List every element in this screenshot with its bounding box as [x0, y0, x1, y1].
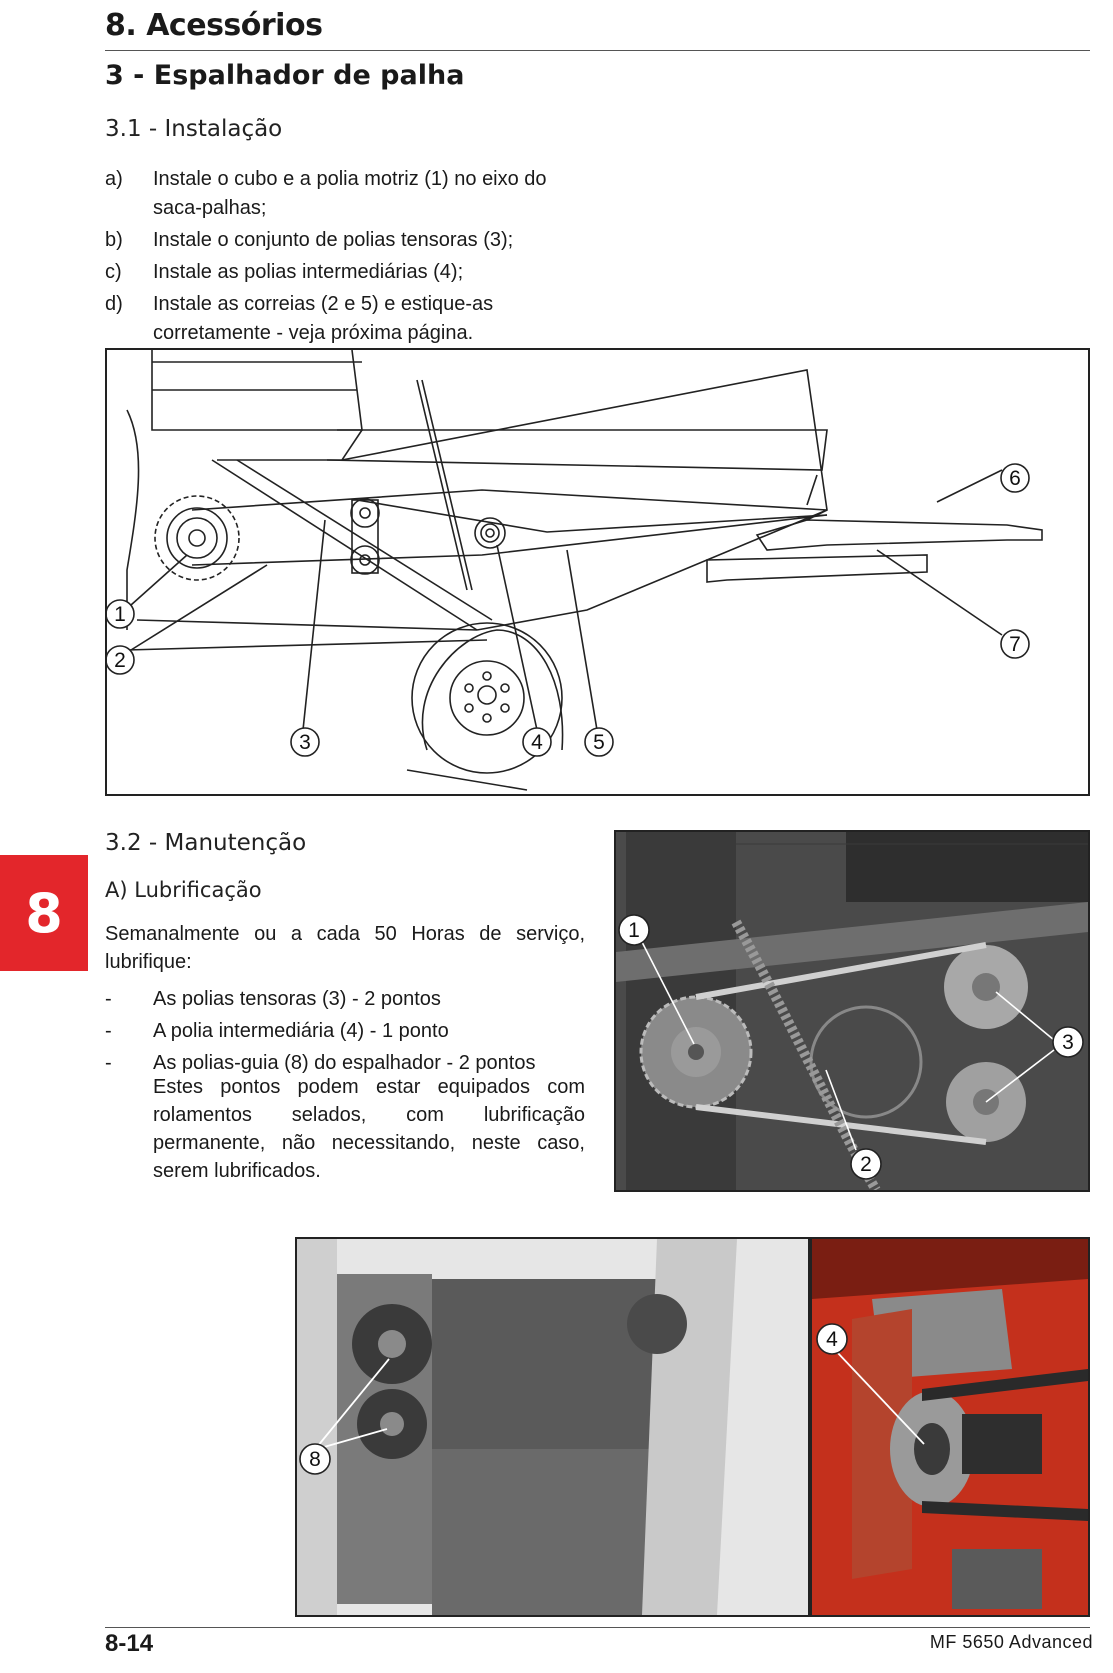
callout-label: 1 [114, 603, 126, 626]
callout-label: 7 [1009, 633, 1021, 656]
diagram-drawing [107, 350, 1088, 794]
lubrication-intro: Semanalmente ou a cada 50 Horas de serviço, lubrifique: [105, 923, 585, 973]
chapter-title: 8. Acessórios [105, 8, 323, 43]
lubrication-points [105, 983, 585, 1079]
installation-diagram [105, 348, 1090, 796]
intermediate-pulley-photo [810, 1237, 1090, 1617]
step-item [105, 226, 585, 255]
model-name: MF 5650 Advanced [929, 1632, 1093, 1652]
section-title: 3 - Espalhador de palha [105, 60, 465, 91]
step-text: Instale o cubo e a polia motriz (1) no eixo do saca-palhas; [153, 168, 547, 219]
step-marker: d) [105, 293, 123, 315]
lubrication-point [105, 983, 585, 1015]
bullet-marker: - [105, 988, 112, 1010]
bullet-text: A polia intermediária (4) - 1 ponto [153, 1020, 449, 1042]
photo3-callouts [817, 1324, 847, 1354]
callout-label: 3 [299, 731, 311, 754]
page-number: 8-14 [105, 1630, 154, 1657]
header-rule [105, 50, 1090, 51]
chapter-tab: 8 [0, 855, 88, 971]
lubrication-subheading: A) Lubrificação [105, 878, 262, 902]
bullet-marker: - [105, 1020, 112, 1042]
photo2-callouts [300, 1444, 330, 1474]
bullet-text: As polias-guia (8) do espalhador - 2 pontos [153, 1052, 536, 1074]
step-marker: a) [105, 168, 123, 190]
callout-label: 2 [114, 649, 126, 672]
installation-heading: 3.1 - Instalação [105, 116, 283, 142]
callout-label: 8 [309, 1448, 321, 1471]
step-item [105, 258, 585, 287]
installation-steps [105, 165, 585, 351]
step-item [105, 165, 585, 223]
callout-label: 4 [531, 731, 543, 754]
step-item [105, 290, 585, 348]
sealed-bearings-note: Estes pontos podem estar equipados com rolamentos selados, com lubrificação permanente, não necessitando, neste caso, serem lubrificados. [153, 1076, 585, 1182]
belt-drive-photo [614, 830, 1090, 1192]
belt-drive-drawing [616, 832, 1088, 1190]
guide-pulleys-drawing [297, 1239, 808, 1615]
step-marker: b) [105, 229, 123, 251]
callout-label: 5 [593, 731, 605, 754]
callout-label: 1 [628, 919, 640, 942]
step-marker: c) [105, 261, 122, 283]
guide-pulleys-photo [295, 1237, 810, 1617]
intermediate-pulley-drawing [812, 1239, 1088, 1615]
step-text: Instale o conjunto de polias tensoras (3); [153, 229, 514, 251]
lubrication-point [105, 1015, 585, 1047]
diagram-callouts [107, 464, 1029, 756]
maintenance-heading: 3.2 - Manutenção [105, 830, 307, 856]
callout-label: 4 [826, 1328, 838, 1351]
step-text: Instale as correias (2 e 5) e estique-as corretamente - veja próxima página. [153, 293, 494, 344]
bullet-text: As polias tensoras (3) - 2 pontos [153, 988, 441, 1010]
footer-rule [105, 1627, 1090, 1628]
callout-label: 6 [1009, 467, 1021, 490]
step-text: Instale as polias intermediárias (4); [153, 261, 464, 283]
bullet-marker: - [105, 1052, 112, 1074]
callout-label: 3 [1062, 1031, 1074, 1054]
callout-label: 2 [860, 1153, 872, 1176]
